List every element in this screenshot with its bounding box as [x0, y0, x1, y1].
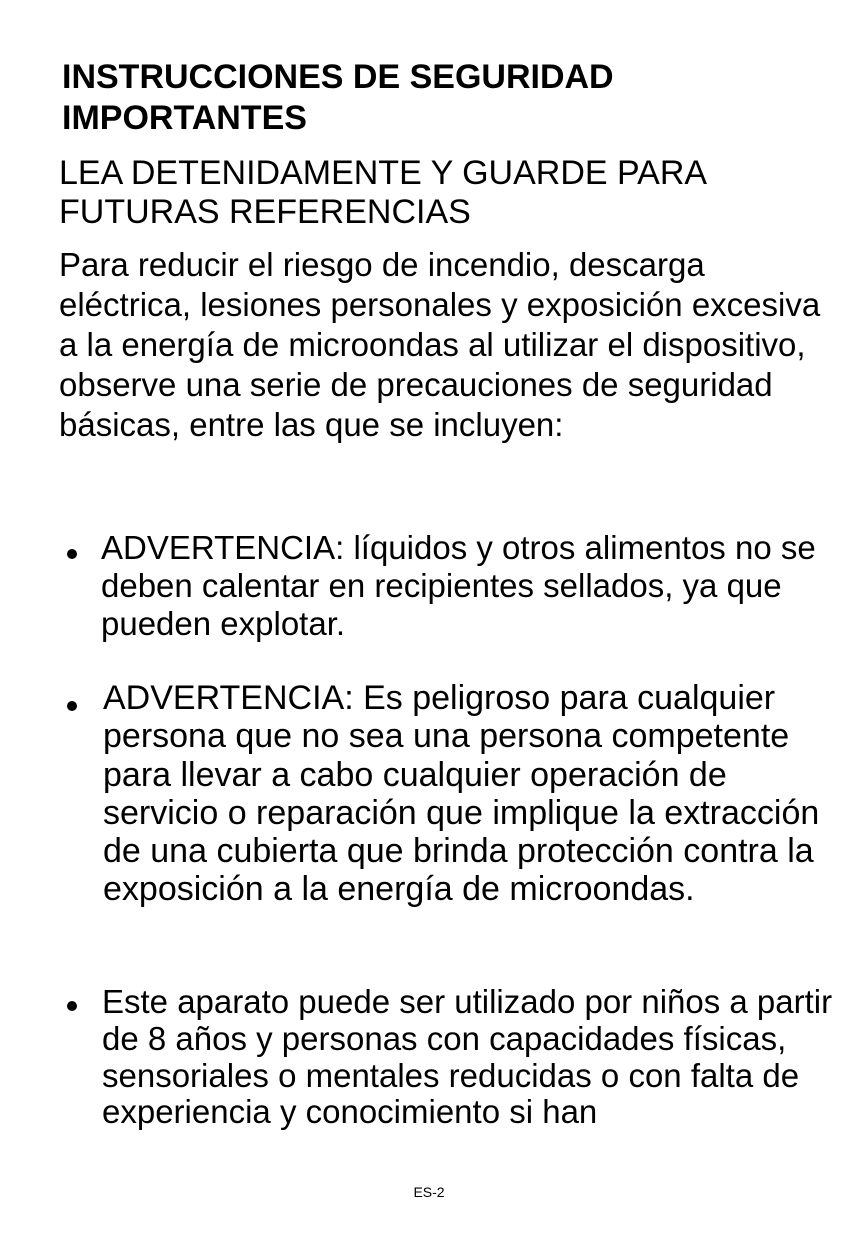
page-subtitle: LEA DETENIDAMENTE Y GUARDE PARA FUTURAS REFERENCIAS — [59, 154, 706, 231]
bullet-dot-icon — [67, 701, 77, 711]
bullet-dot-icon — [67, 1001, 77, 1011]
page-number: ES-2 — [413, 1184, 445, 1200]
bullet-dot-icon — [67, 549, 77, 559]
intro-paragraph: Para reducir el riesgo de incendio, descarga eléctrica, lesiones personales y exposición excesiva a la energía de microondas al utilizar el dispositivo, observe una serie de precauciones de seguridad básicas, entre las que se incluyen: — [59, 246, 821, 443]
bullet-text: ADVERTENCIA: Es peligroso para cualquier persona que no sea una persona competente para llevar a cabo cualquier operación de servicio o reparación que implique la extracción de una cubierta que brinda protección contra la exposición a la energía de microondas. — [103, 679, 820, 909]
bullet-text: ADVERTENCIA: líquidos y otros alimentos no se deben calentar en recipientes sellados, ya que pueden explotar. — [101, 529, 816, 642]
bullet-text: Este aparato puede ser utilizado por niños a partir de 8 años y personas con capacidades físicas, sensoriales o mentales reducidas o con falta de experiencia y conocimiento si han — [102, 983, 833, 1131]
page-title: INSTRUCCIONES DE SEGURIDAD IMPORTANTES — [62, 58, 614, 137]
